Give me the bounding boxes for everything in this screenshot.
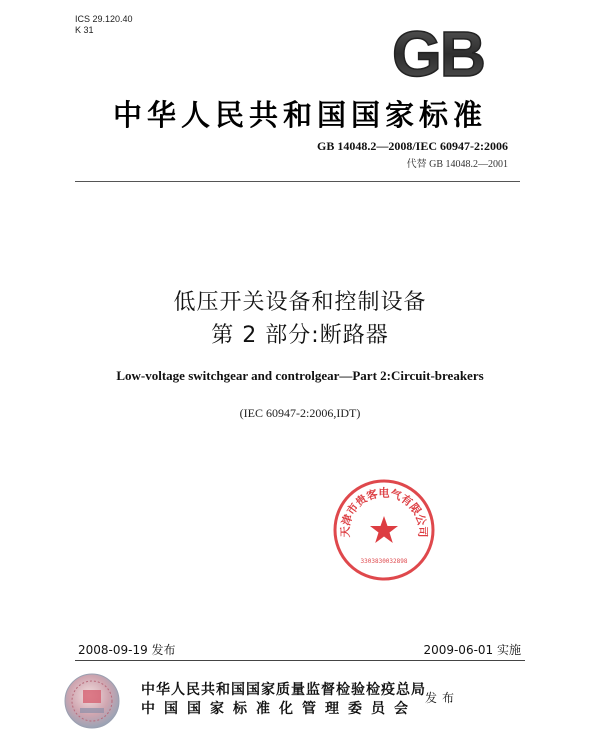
publish-label: 发布 [425, 691, 460, 705]
standard-number: GB 14048.2—2008/IEC 60947-2:2006 [316, 139, 508, 153]
issuing-agency-1: 中华人民共和国国家质量监督检验检疫总局 [141, 682, 426, 698]
implementation-date: 2009-06-01 实施 [423, 643, 521, 657]
title-cn-line1: 低压开关设备和控制设备 [173, 290, 427, 315]
replaces-standard: 代替 GB 14048.2—2001 [406, 159, 508, 170]
company-seal [332, 478, 436, 582]
classification-codes [75, 14, 133, 36]
seal-text: 天津市贵客电气有限公司 [338, 486, 430, 538]
standard-category-title: 中华人民共和国国家标准 [112, 98, 487, 132]
equivalence-note: (IEC 60947-2:2006,IDT) [239, 406, 361, 420]
gb-logo [383, 20, 493, 86]
issue-date: 2008-09-19 发布 [78, 643, 176, 657]
title-en: Low-voltage switchgear and controlgear—Part 2:Circuit-breakers [116, 368, 484, 383]
seal-number: 3303830032898 [360, 558, 408, 565]
ccs-code: K 31 [75, 25, 94, 35]
issuing-agency-2: 中国国家标准化管理委员会 [141, 701, 417, 717]
star-icon [370, 516, 398, 543]
gb-logo-text: GB [392, 20, 484, 86]
title-cn-line2: 第 2 部分:断路器 [211, 323, 389, 348]
footer-divider [75, 660, 525, 661]
anti-counterfeit-stamp-icon [63, 672, 121, 730]
ics-code: ICS 29.120.40 [75, 14, 133, 24]
header-divider [75, 181, 520, 182]
